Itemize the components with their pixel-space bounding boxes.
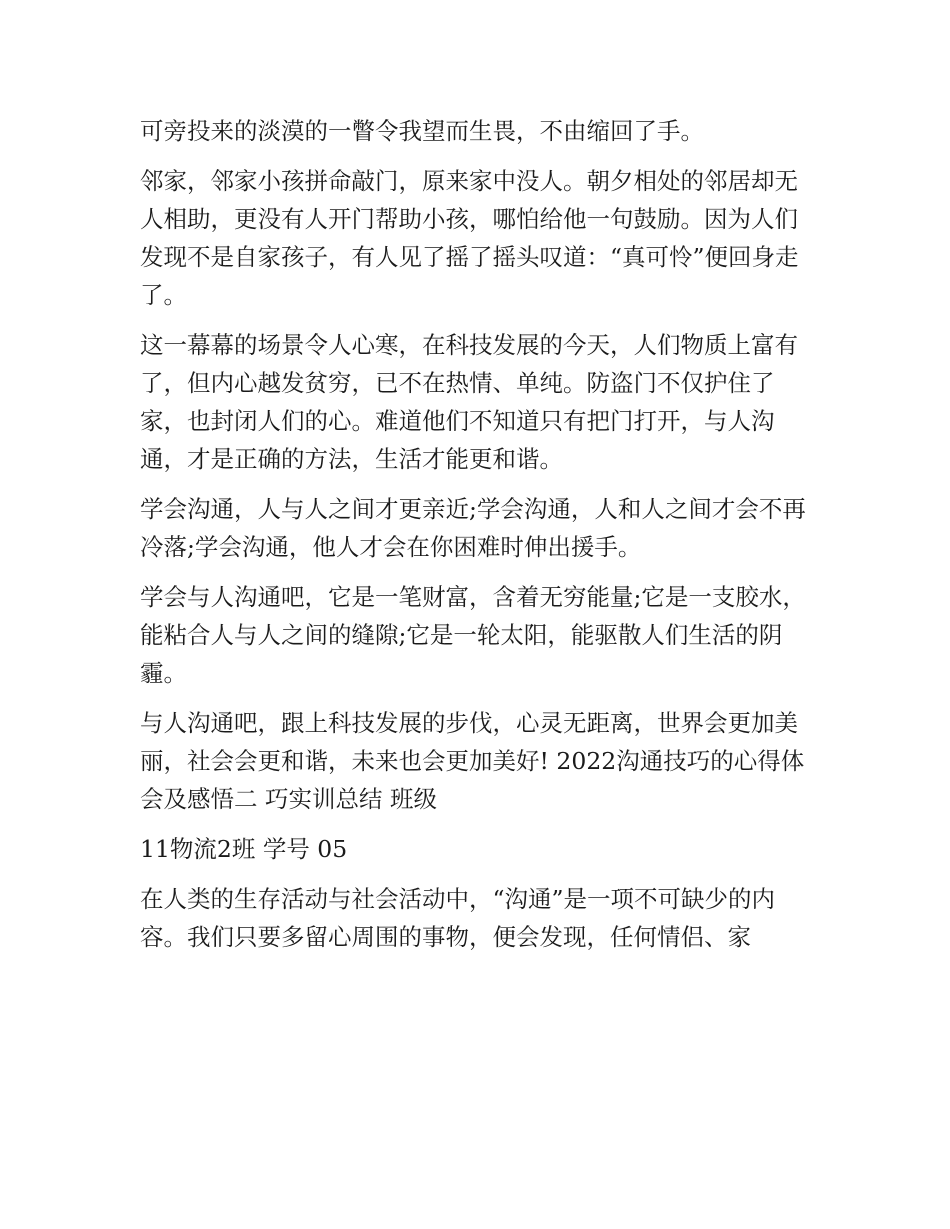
paragraph: 邻家，邻家小孩拼命敲门，原来家中没人。朝夕相处的邻居却无人相助，更没有人开门帮助小孩，哪怕给他一句鼓励。因为人们发现不是自家孩子，有人见了摇了摇头叹道：“真可怜”便回身走了。 — [140, 167, 799, 309]
document-body — [140, 112, 820, 956]
paragraph: 学会沟通，人与人之间才更亲近;学会沟通，人和人之间才会不再冷落;学会沟通，他人才会在你困难时伸出援手。 — [140, 495, 806, 561]
paragraph: 11物流2班 学号 05 — [140, 835, 348, 863]
paragraph: 在人类的生存活动与社会活动中，“沟通”是一项不可缺少的内容。我们只要多留心周围的事物，便会发现，任何情侣、家 — [140, 885, 776, 951]
paragraph: 学会与人沟通吧，它是一笔财富，含着无穷能量;它是一支胶水，能粘合人与人之间的缝隙;它是一轮太阳，能驱散人们生活的阴霾。 — [140, 583, 806, 687]
paragraph: 这一幕幕的场景令人心寒，在科技发展的今天，人们物质上富有了，但内心越发贫穷，已不在热情、单纯。防盗门不仅护住了家，也封闭人们的心。难道他们不知道只有把门打开，与人沟通，才是正确的方法，生活才能更和谐。 — [140, 331, 798, 473]
paragraph: 与人沟通吧，跟上科技发展的步伐，心灵无距离，世界会更加美丽，社会会更和谐，未来也会更加美好! 2022沟通技巧的心得体会及感悟二 巧实训总结 班级 — [140, 709, 805, 813]
paragraph: 可旁投来的淡漠的一瞥令我望而生畏，不由缩回了手。 — [140, 117, 704, 145]
